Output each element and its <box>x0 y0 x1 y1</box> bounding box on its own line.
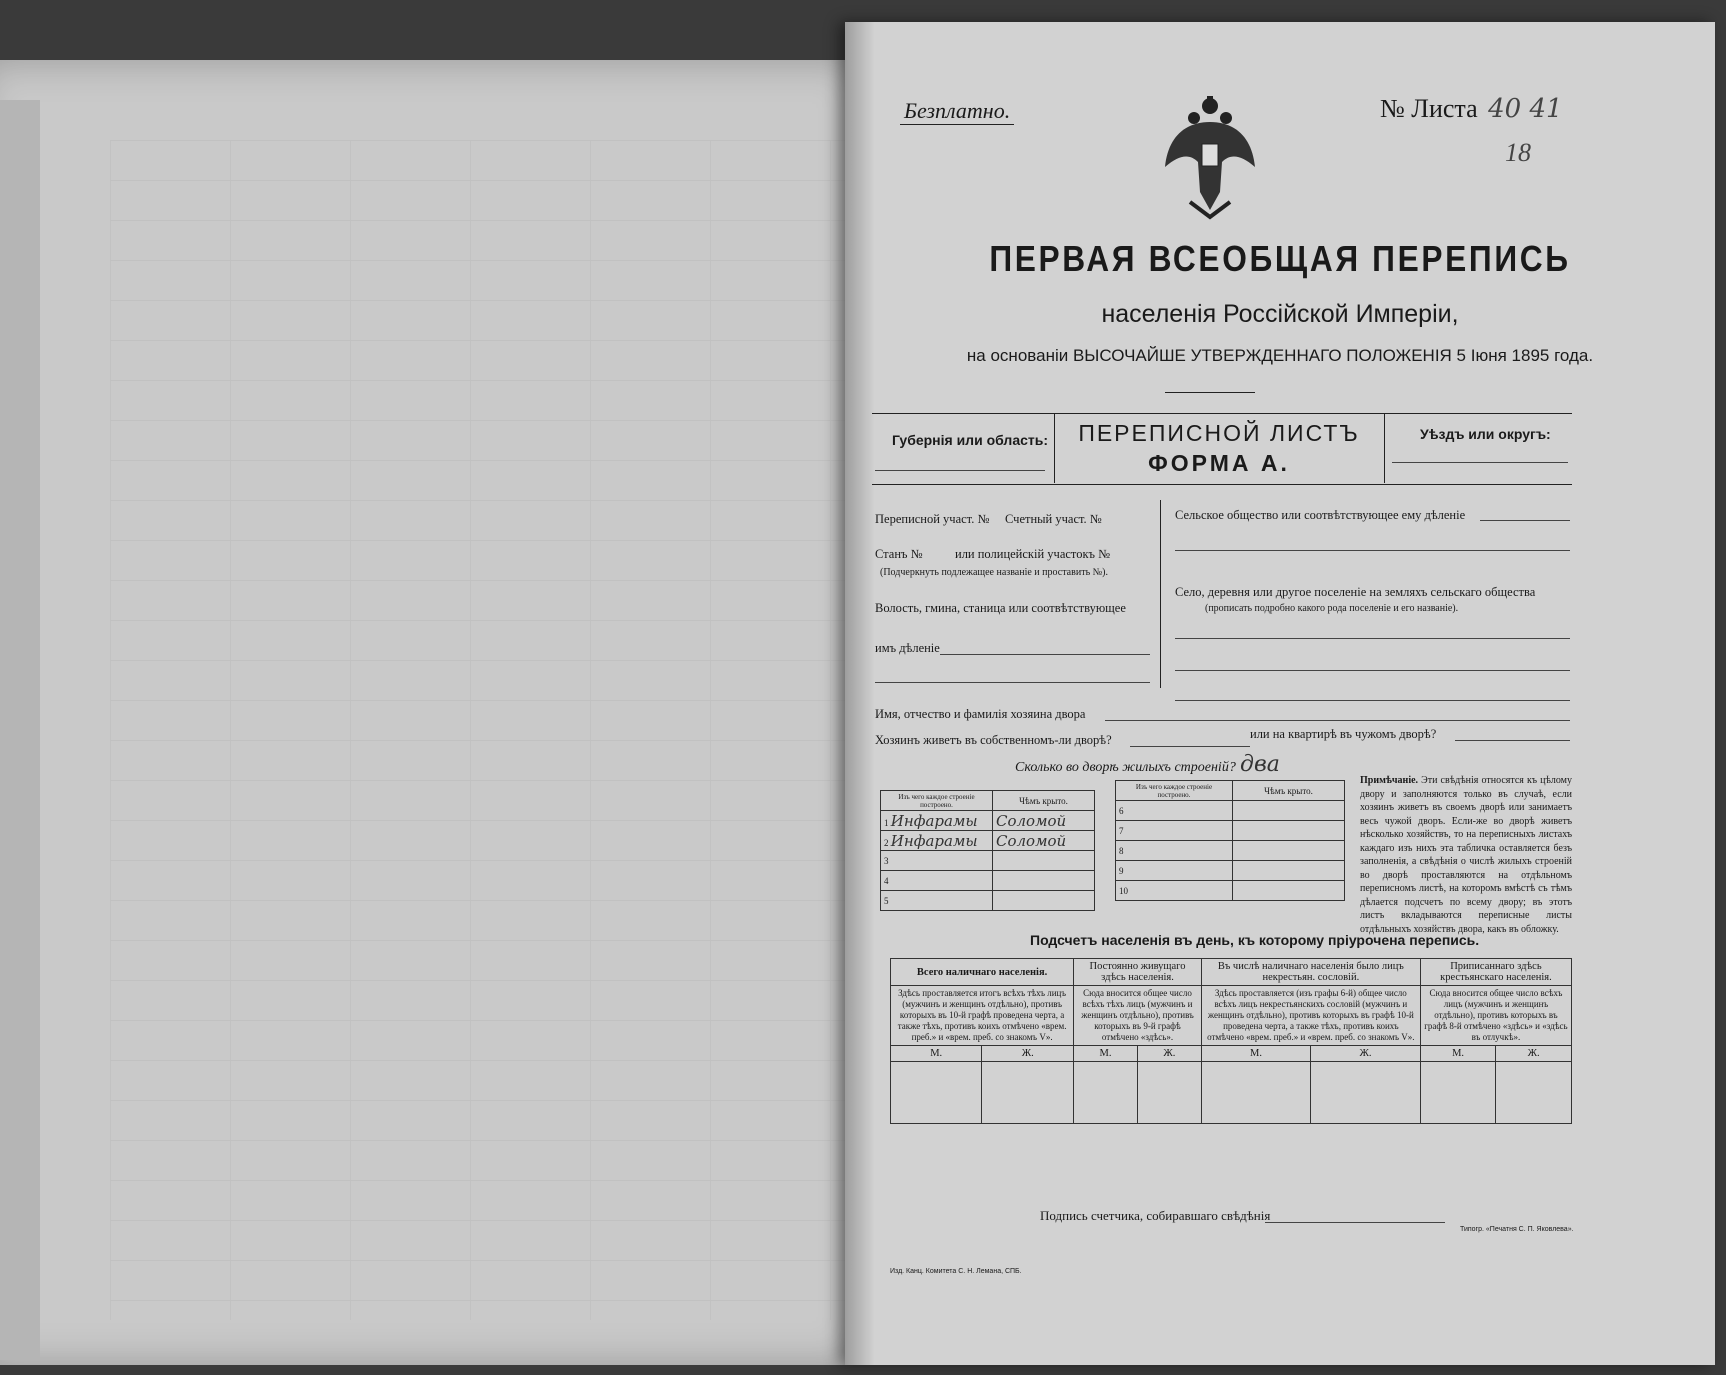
rural-society-line <box>1480 520 1570 521</box>
sheet-number-label: № Листа <box>1380 94 1478 123</box>
table-row: 10 <box>1116 881 1345 901</box>
buildings-answer-handwritten: два <box>1240 752 1280 777</box>
count-head-permanent: Постоянно живущаго здѣсь населенія. <box>1074 959 1202 986</box>
header-divider-right <box>1384 413 1385 483</box>
owner-own-yard-line <box>1130 746 1250 747</box>
count-head-total: Всего наличнаго населенія. <box>891 959 1074 986</box>
roof-header: Чѣмъ крыто. <box>993 791 1095 811</box>
province-line <box>875 470 1045 471</box>
printer-imprint-right: Типогр. «Печатня С. П. Яковлева». <box>1460 1226 1574 1233</box>
roof-cell: Соломой <box>993 811 1095 831</box>
signature-line <box>1265 1222 1445 1223</box>
male-header: М. <box>1074 1046 1138 1062</box>
buildings-table-right <box>1115 780 1345 901</box>
census-title: ПЕРВАЯ ВСЕОБЩАЯ ПЕРЕПИСЬ <box>989 238 1571 279</box>
note-label: Примѣчаніе. <box>1360 775 1419 786</box>
free-of-charge-label: Безплатно. <box>900 98 1014 125</box>
count-desc-permanent: Сюда вносится общее число всѣхъ тѣхъ лицъ (мужчинъ и женщинъ отдѣльно), противъ которыхъ въ 9-й графѣ отмѣчено «здѣсь». <box>1074 986 1202 1046</box>
material-cell: Инфарамы <box>890 831 978 850</box>
pencil-sheet-number: 18 <box>1505 138 1531 167</box>
count-desc-peasant: Сюда вносится общее число всѣхъ лицъ (мужчинъ и женщинъ отдѣльно), противъ которыхъ въ графѣ 8-й отмѣчено «здѣсь» и «здѣсь въ отлучкѣ». <box>1420 986 1571 1046</box>
buildings-question: Сколько во дворѣ жилыхъ строеній? <box>1015 760 1236 775</box>
left-page <box>0 60 880 1365</box>
ornamental-divider <box>1165 392 1255 393</box>
owner-name-line <box>1105 720 1570 721</box>
faded-ruled-grid <box>110 140 850 1320</box>
count-head-peasant: Приписаннаго здѣсь крестьянскаго населенія. <box>1420 959 1571 986</box>
volost-label: Волость, гмина, станица или соотвѣтствующее <box>875 601 1126 615</box>
table-row: 9 <box>1116 861 1345 881</box>
owner-own-yard-label: Хозяинъ живетъ въ собственномъ-ли дворѣ? <box>875 733 1112 747</box>
owner-rented-label: или на квартирѣ въ чужомъ дворѣ? <box>1250 727 1437 741</box>
buildings-table-left <box>880 790 1095 911</box>
province-label: Губернія или область: <box>892 432 1049 448</box>
owner-name-label: Имя, отчество и фамилія хозяина двора <box>875 707 1086 721</box>
table-row: 2 Инфарамы Соломой <box>881 831 1095 851</box>
stan-label: Станъ № <box>875 547 923 561</box>
signature-label: Подпись счетчика, собиравшаго свѣдѣнія <box>1040 1208 1271 1223</box>
sheet-number-handwritten: 40 41 <box>1488 94 1563 124</box>
village-line-2 <box>1175 670 1570 671</box>
counting-section-label: Счетный участ. № <box>1005 512 1102 526</box>
table-row: 5 <box>881 891 1095 911</box>
note-text: Эти свѣдѣнія относятся къ цѣлому двору и заполняются только въ случаѣ, если хозяинъ живетъ въ своемъ дворѣ или занимаетъ весь чужой дворъ. Если-же во дворѣ живетъ нѣсколько хозяйствъ, то на переписныхъ листахъ каждаго изъ нихъ эта табличка оставляется безъ заполненія, а свѣдѣнія о числѣ жилыхъ строеній во дворѣ проставляются на отдѣльномъ переписномъ листѣ, на которомъ вмѣстѣ съ тѣмъ дѣлается подсчетъ по всему двору; въ этотъ листъ вкладываются переписные листы отдѣльныхъ хозяйствъ двора, какъ въ обложку. <box>1360 775 1572 935</box>
male-header: М. <box>891 1046 982 1062</box>
owner-rented-line <box>1455 740 1570 741</box>
female-header: Ж. <box>1496 1046 1572 1062</box>
double-headed-eagle-emblem-icon <box>1160 92 1260 222</box>
volost-line-2 <box>875 682 1150 683</box>
fields-column-divider <box>1160 500 1161 688</box>
count-values-row <box>891 1062 1572 1124</box>
count-desc-non-peasant: Здѣсь проставляется (изъ графы 6-й) общее число всѣхъ лицъ некрестьянскихъ сословій (мужчинъ и женщинъ отдѣльно), противъ которыхъ въ графѣ 10-й проведена черта, а также тѣхъ, противъ коихъ отмѣчено «врем. преб.» и «врем. преб. со знакомъ V». <box>1201 986 1420 1046</box>
material-cell: Инфарамы <box>890 811 978 830</box>
table-row: 1 Инфарамы Соломой <box>881 811 1095 831</box>
population-count-title: Подсчетъ населенія въ день, къ которому пріурочена перепись. <box>1030 932 1480 948</box>
table-row: 4 <box>881 871 1095 891</box>
printer-imprint-left: Изд. Канц. Комитета С. Н. Лемана, СПБ. <box>890 1268 1022 1275</box>
male-header: М. <box>1420 1046 1495 1062</box>
rural-society-label: Сельское общество или соотвѣтствующее ему дѣленіе <box>1175 508 1466 522</box>
note-block <box>1360 774 1572 936</box>
female-header: Ж. <box>982 1046 1074 1062</box>
volost-line <box>940 654 1150 655</box>
village-label: Село, деревня или другое поселеніе на земляхъ сельскаго общества <box>1175 585 1536 599</box>
count-desc-total: Здѣсь проставляется итогъ всѣхъ тѣхъ лицъ (мужчинъ и женщинъ отдѣльно), противъ которыхъ въ 10-й графѣ проведена черта, а также тѣхъ, противъ коихъ отмѣчено «врем. преб.» и «врем. преб. со знакомъ V». <box>891 986 1074 1046</box>
material-header: Изъ чего каждое строеніе построено. <box>881 791 993 811</box>
form-title: ПЕРЕПИСНОЙ ЛИСТЪ <box>1078 420 1360 446</box>
census-section-label: Переписной участ. № <box>875 512 990 526</box>
police-section-label: или полицейскій участокъ № <box>955 547 1111 561</box>
village-line-3 <box>1175 700 1570 701</box>
roof-header-right: Чѣмъ крыто. <box>1233 781 1345 801</box>
census-form-page <box>845 22 1715 1365</box>
form-letter: ФОРМА А. <box>1148 450 1290 476</box>
count-head-non-peasant: Въ числѣ наличнаго населенія было лицъ некрестьян. сословій. <box>1201 959 1420 986</box>
male-header: М. <box>1201 1046 1310 1062</box>
population-count-table <box>890 958 1572 1124</box>
table-row: 6 <box>1116 801 1345 821</box>
roof-cell: Соломой <box>993 831 1095 851</box>
village-note: (прописать подробно какого рода поселеніе и его названіе). <box>1205 603 1459 614</box>
volost-label-2: имъ дѣленіе <box>875 641 940 655</box>
female-header: Ж. <box>1137 1046 1201 1062</box>
table-row: 7 <box>1116 821 1345 841</box>
female-header: Ж. <box>1311 1046 1421 1062</box>
legal-basis: на основаніи ВЫСОЧАЙШЕ УТВЕРЖДЕННАГО ПОЛОЖЕНІЯ 5 Іюня 1895 года. <box>966 346 1594 365</box>
district-line <box>1392 462 1568 463</box>
material-header-right: Изъ чего каждое строеніе построено. <box>1116 781 1233 801</box>
village-line <box>1175 638 1570 639</box>
underline-note: (Подчеркнуть подлежащее названіе и проставить №). <box>880 567 1108 578</box>
sheet-number <box>1380 94 1563 124</box>
rural-society-line-2 <box>1175 550 1570 551</box>
table-row: 3 <box>881 851 1095 871</box>
census-subtitle: населенія Россійской Имперіи, <box>1101 300 1459 328</box>
page-stack-edge <box>0 100 40 1360</box>
table-row: 8 <box>1116 841 1345 861</box>
district-label: Уѣздъ или округъ: <box>1420 426 1551 442</box>
